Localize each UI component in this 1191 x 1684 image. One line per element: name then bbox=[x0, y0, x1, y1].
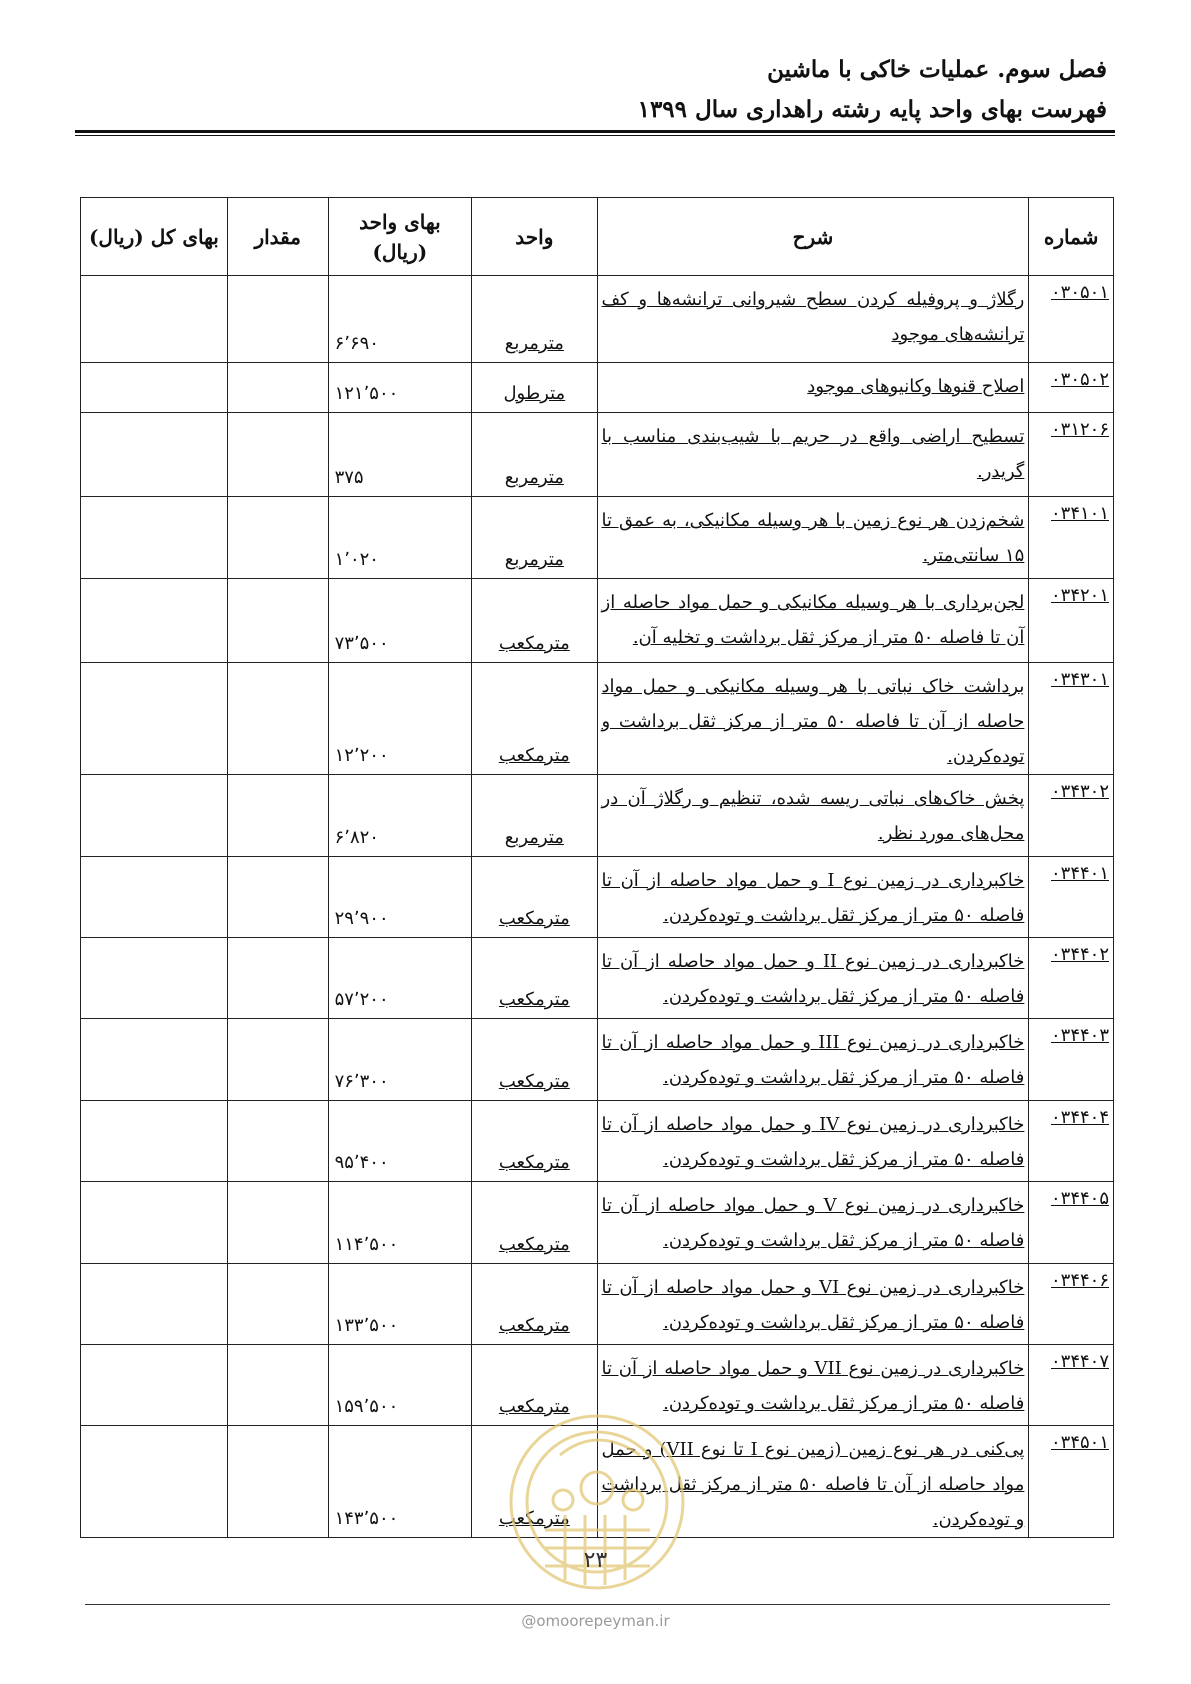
item-unit-price-text: ۱٬۰۲۰ bbox=[334, 549, 379, 570]
item-description-text: برداشت خاک نباتی با هر وسیله مکانیکی و حمل مواد حاصله از آن تا فاصله ۵۰ متر از مرکز ثقل برداشت و توده‌کردن. bbox=[601, 676, 1025, 767]
item-code-text: ۰۳۰۵۰۱ bbox=[1050, 282, 1109, 303]
item-unit-text: مترمربع bbox=[504, 549, 564, 570]
item-total-price bbox=[81, 775, 228, 857]
item-description-text: خاکبرداری در زمین نوع II و حمل مواد حاصله از آن تا فاصله ۵۰ متر از مرکز ثقل برداشت و توده‌کردن. bbox=[601, 951, 1025, 1007]
item-total-price bbox=[81, 497, 228, 579]
item-code-text: ۰۳۴۴۰۱ bbox=[1050, 863, 1109, 884]
item-unit-text: مترمکعب bbox=[498, 745, 570, 766]
item-unit bbox=[472, 1182, 597, 1264]
footer-rule bbox=[85, 1604, 1110, 1605]
table-row bbox=[81, 1264, 1114, 1345]
item-unit-price-text: ۱۲۱٬۵۰۰ bbox=[334, 383, 399, 404]
item-code-text: ۰۳۴۴۰۳ bbox=[1050, 1025, 1109, 1046]
item-unit-price-text: ۷۳٬۵۰۰ bbox=[334, 633, 389, 654]
item-description bbox=[597, 1019, 1029, 1101]
item-unit-text: مترمکعب bbox=[498, 989, 570, 1010]
item-unit-price-text: ۱۳۳٬۵۰۰ bbox=[334, 1315, 399, 1336]
item-total-price bbox=[81, 579, 228, 663]
table-row bbox=[81, 938, 1114, 1019]
item-quantity bbox=[227, 857, 328, 938]
item-unit bbox=[472, 1019, 597, 1101]
item-description-text: اصلاح قنوها وکانیوهای موجود bbox=[807, 376, 1025, 397]
item-unit bbox=[472, 663, 597, 775]
item-unit-price bbox=[328, 497, 472, 579]
item-quantity bbox=[227, 1019, 328, 1101]
item-unit-text: مترمکعب bbox=[498, 908, 570, 929]
table-row bbox=[81, 276, 1114, 363]
chapter-title: فصل سوم. عملیات خاکی با ماشین bbox=[767, 56, 1107, 83]
item-unit bbox=[472, 497, 597, 579]
item-unit bbox=[472, 276, 597, 363]
item-total-price bbox=[81, 663, 228, 775]
price-table bbox=[80, 197, 1114, 1538]
table-header-row bbox=[81, 198, 1114, 276]
item-unit-text: مترمکعب bbox=[498, 1071, 570, 1092]
item-code bbox=[1029, 775, 1114, 857]
item-description bbox=[597, 363, 1029, 413]
item-unit-price bbox=[328, 413, 472, 497]
item-code bbox=[1029, 1101, 1114, 1182]
item-total-price bbox=[81, 413, 228, 497]
item-description-text: خاکبرداری در زمین نوع I و حمل مواد حاصله از آن تا فاصله ۵۰ متر از مرکز ثقل برداشت و توده‌کردن. bbox=[601, 870, 1025, 926]
item-unit-price-text: ۶٬۸۲۰ bbox=[334, 827, 379, 848]
item-description bbox=[597, 413, 1029, 497]
item-code-text: ۰۳۴۳۰۲ bbox=[1050, 781, 1109, 802]
item-unit bbox=[472, 1264, 597, 1345]
item-unit-price bbox=[328, 1264, 472, 1345]
item-total-price bbox=[81, 1426, 228, 1538]
item-description-text: خاکبرداری در زمین نوع VI و حمل مواد حاصله از آن تا فاصله ۵۰ متر از مرکز ثقل برداشت و توده‌کردن. bbox=[601, 1277, 1025, 1333]
column-header-unit: واحد bbox=[472, 198, 597, 276]
item-code bbox=[1029, 497, 1114, 579]
table-row bbox=[81, 1101, 1114, 1182]
item-code-text: ۰۳۴۴۰۷ bbox=[1050, 1351, 1109, 1372]
item-description-text: لجن‌برداری با هر وسیله مکانیکی و حمل مواد حاصله از آن تا فاصله ۵۰ متر از مرکز ثقل برداشت و تخلیه آن. bbox=[601, 592, 1025, 648]
item-quantity bbox=[227, 497, 328, 579]
unit-price-label: بهای واحد bbox=[359, 209, 441, 234]
item-code-text: ۰۳۴۴۰۴ bbox=[1050, 1107, 1109, 1128]
item-code bbox=[1029, 1264, 1114, 1345]
item-total-price bbox=[81, 1264, 228, 1345]
item-code bbox=[1029, 579, 1114, 663]
item-unit bbox=[472, 857, 597, 938]
item-quantity bbox=[227, 775, 328, 857]
item-code bbox=[1029, 363, 1114, 413]
item-description bbox=[597, 579, 1029, 663]
item-description-text: خاکبرداری در زمین نوع V و حمل مواد حاصله از آن تا فاصله ۵۰ متر از مرکز ثقل برداشت و توده‌کردن. bbox=[601, 1195, 1025, 1251]
item-description-text: خاکبرداری در زمین نوع VII و حمل مواد حاصله از آن تا فاصله ۵۰ متر از مرکز ثقل برداشت و توده‌کردن. bbox=[601, 1358, 1025, 1414]
item-unit bbox=[472, 413, 597, 497]
item-unit-price-text: ۹۵٬۴۰۰ bbox=[334, 1152, 389, 1173]
item-code bbox=[1029, 1182, 1114, 1264]
item-description-text: شخم‌زدن هر نوع زمین با هر وسیله مکانیکی، به عمق تا ۱۵ سانتی‌متر. bbox=[601, 510, 1025, 566]
item-unit-price-text: ۱۵۹٬۵۰۰ bbox=[334, 1396, 399, 1417]
item-unit-price bbox=[328, 363, 472, 413]
item-unit bbox=[472, 363, 597, 413]
item-unit-price-text: ۱۲٬۲۰۰ bbox=[334, 745, 389, 766]
table-row bbox=[81, 775, 1114, 857]
item-description-text: پخش خاک‌های نباتی ریسه شده، تنظیم و رگلاژ آن در محل‌های مورد نظر. bbox=[601, 788, 1025, 844]
item-unit-text: مترمکعب bbox=[498, 1396, 570, 1417]
item-code bbox=[1029, 857, 1114, 938]
item-unit-text: مترمربع bbox=[504, 333, 564, 354]
watermark-url: @omoorepeyman.ir bbox=[521, 1612, 670, 1630]
item-total-price bbox=[81, 938, 228, 1019]
item-total-price bbox=[81, 363, 228, 413]
item-description-text: پی‌کنی در هر نوع زمین (زمین نوع I تا نوع VII) و حمل مواد حاصله از آن تا فاصله ۵۰ متر از مرکز ثقل برداشت و توده‌کردن. bbox=[601, 1439, 1025, 1530]
item-code-text: ۰۳۴۱۰۱ bbox=[1050, 503, 1109, 524]
item-unit-price-text: ۱۱۴٬۵۰۰ bbox=[334, 1234, 399, 1255]
item-description bbox=[597, 663, 1029, 775]
item-unit-text: مترمربع bbox=[504, 467, 564, 488]
item-total-price bbox=[81, 1019, 228, 1101]
column-header-total-price: بهای کل (ریال) bbox=[81, 198, 228, 276]
item-unit-text: مترمربع bbox=[504, 827, 564, 848]
item-unit-price bbox=[328, 1101, 472, 1182]
item-quantity bbox=[227, 1345, 328, 1426]
item-unit-price bbox=[328, 857, 472, 938]
item-unit bbox=[472, 938, 597, 1019]
item-quantity bbox=[227, 413, 328, 497]
item-code bbox=[1029, 276, 1114, 363]
item-code-text: ۰۳۴۴۰۲ bbox=[1050, 944, 1109, 965]
item-code-text: ۰۳۴۲۰۱ bbox=[1050, 585, 1109, 606]
item-unit-price bbox=[328, 1345, 472, 1426]
table-row bbox=[81, 663, 1114, 775]
page-header bbox=[75, 50, 1115, 130]
column-header-code: شماره bbox=[1029, 198, 1114, 276]
item-unit bbox=[472, 579, 597, 663]
item-quantity bbox=[227, 1426, 328, 1538]
item-unit-price-text: ۷۶٬۳۰۰ bbox=[334, 1071, 389, 1092]
item-unit-text: مترمکعب bbox=[498, 1234, 570, 1255]
item-quantity bbox=[227, 1264, 328, 1345]
item-unit-price bbox=[328, 938, 472, 1019]
item-description-text: تسطیح اراضی واقع در حریم با شیب‌بندی مناسب با گریدر. bbox=[601, 426, 1025, 482]
item-unit-price bbox=[328, 1426, 472, 1538]
item-unit-price-text: ۶٬۶۹۰ bbox=[334, 333, 379, 354]
item-quantity bbox=[227, 579, 328, 663]
item-description bbox=[597, 497, 1029, 579]
item-unit-price bbox=[328, 276, 472, 363]
column-header-quantity: مقدار bbox=[227, 198, 328, 276]
table-row bbox=[81, 413, 1114, 497]
item-unit-price-text: ۲۹٬۹۰۰ bbox=[334, 908, 389, 929]
item-quantity bbox=[227, 663, 328, 775]
item-total-price bbox=[81, 1182, 228, 1264]
item-description-text: خاکبرداری در زمین نوع IV و حمل مواد حاصله از آن تا فاصله ۵۰ متر از مرکز ثقل برداشت و توده‌کردن. bbox=[601, 1114, 1025, 1170]
item-description bbox=[597, 775, 1029, 857]
item-quantity bbox=[227, 938, 328, 1019]
item-unit-price-text: ۳۷۵ bbox=[334, 467, 364, 488]
item-unit-price bbox=[328, 775, 472, 857]
item-description-text: خاکبرداری در زمین نوع III و حمل مواد حاصله از آن تا فاصله ۵۰ متر از مرکز ثقل برداشت و توده‌کردن. bbox=[601, 1032, 1025, 1088]
item-code bbox=[1029, 663, 1114, 775]
table-row bbox=[81, 1019, 1114, 1101]
item-code bbox=[1029, 938, 1114, 1019]
table-row bbox=[81, 579, 1114, 663]
item-quantity bbox=[227, 1101, 328, 1182]
item-description bbox=[597, 276, 1029, 363]
item-description-text: رگلاژ و پروفیله کردن سطح شیروانی ترانشه‌ها و کف ترانشه‌های موجود bbox=[601, 289, 1025, 345]
item-unit-price bbox=[328, 1182, 472, 1264]
table-row bbox=[81, 1182, 1114, 1264]
item-code bbox=[1029, 1426, 1114, 1538]
item-code-text: ۰۳۴۴۰۶ bbox=[1050, 1270, 1109, 1291]
item-code-text: ۰۳۴۴۰۵ bbox=[1050, 1188, 1109, 1209]
item-unit-price bbox=[328, 663, 472, 775]
item-description bbox=[597, 1264, 1029, 1345]
item-total-price bbox=[81, 1101, 228, 1182]
item-code-text: ۰۳۱۲۰۶ bbox=[1050, 419, 1109, 440]
item-code bbox=[1029, 1345, 1114, 1426]
item-quantity bbox=[227, 1182, 328, 1264]
item-description bbox=[597, 1101, 1029, 1182]
item-code-text: ۰۳۴۳۰۱ bbox=[1050, 669, 1109, 690]
item-unit-price-text: ۱۴۳٬۵۰۰ bbox=[334, 1508, 399, 1529]
column-header-unit-price bbox=[328, 198, 472, 276]
table-row bbox=[81, 363, 1114, 413]
item-code-text: ۰۳۰۵۰۲ bbox=[1050, 369, 1109, 390]
item-quantity bbox=[227, 363, 328, 413]
item-total-price bbox=[81, 1345, 228, 1426]
item-description bbox=[597, 938, 1029, 1019]
item-unit-text: مترمکعب bbox=[498, 1508, 570, 1529]
header-rule bbox=[75, 130, 1115, 137]
item-unit-price bbox=[328, 579, 472, 663]
item-description bbox=[597, 857, 1029, 938]
item-code-text: ۰۳۴۵۰۱ bbox=[1050, 1432, 1109, 1453]
item-unit bbox=[472, 1101, 597, 1182]
page-number: ۲۳ bbox=[583, 1548, 608, 1573]
item-unit-price bbox=[328, 1019, 472, 1101]
item-unit-text: مترمکعب bbox=[498, 633, 570, 654]
column-header-description: شرح bbox=[597, 198, 1029, 276]
item-code bbox=[1029, 1019, 1114, 1101]
item-unit-text: مترطول bbox=[503, 383, 566, 404]
item-quantity bbox=[227, 276, 328, 363]
item-total-price bbox=[81, 857, 228, 938]
item-unit-text: مترمکعب bbox=[498, 1152, 570, 1173]
item-unit bbox=[472, 775, 597, 857]
item-code bbox=[1029, 413, 1114, 497]
table-row bbox=[81, 497, 1114, 579]
item-unit-price-text: ۵۷٬۲۰۰ bbox=[334, 989, 389, 1010]
item-unit-text: مترمکعب bbox=[498, 1315, 570, 1336]
item-total-price bbox=[81, 276, 228, 363]
table-row bbox=[81, 857, 1114, 938]
item-description bbox=[597, 1182, 1029, 1264]
unit-price-currency: (ریال) bbox=[372, 239, 428, 264]
price-list-title: فهرست بهای واحد پایه رشته راهداری سال ۱۳۹۹ bbox=[637, 96, 1107, 123]
